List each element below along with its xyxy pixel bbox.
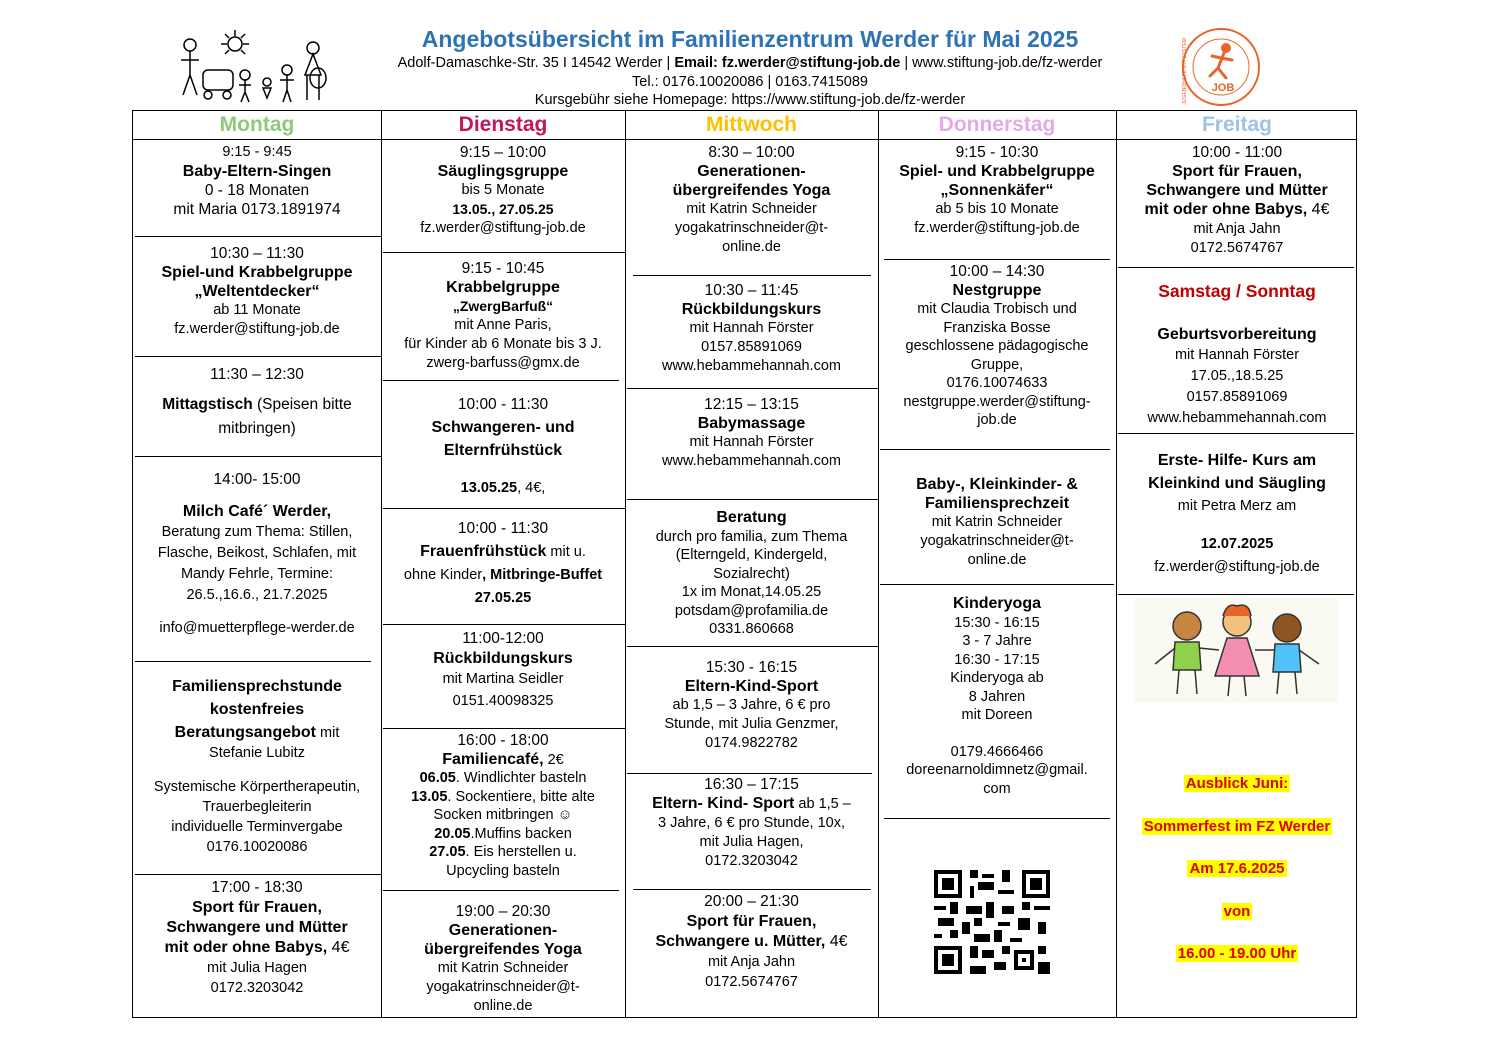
day-header-wednesday: Mittwoch: [706, 113, 797, 136]
friday-sport-women: 10:00 - 11:00 Sport für Frauen, Schwangere und Mütter mit oder ohne Babys, 4€ mit Anja Jahn 0172.5674767: [1144, 144, 1330, 256]
wednesday-parent-child-sport-2: 16:30 – 17:15 Eltern- Kind- Sport ab 1,5 – 3 Jahre, 6 € pro Stunde, 10x, mit Julia Hagen, 0172.3203042: [652, 776, 851, 869]
thursday-crawling-group: 9:15 - 10:30 Spiel- und Krabbelgruppe „Sonnenkäfer“ ab 5 bis 10 Monate fz.werder@stiftung-job.de: [899, 144, 1095, 236]
wednesday-postnatal-course: 10:30 – 11:45 Rückbildungskurs mit Hannah Förster 0157.85891069 www.hebammehannah.com: [662, 282, 841, 374]
phone-line: Tel.: 0176.10020086 | 0163.7415089: [632, 74, 868, 90]
weekend-heading: Samstag / Sonntag: [1158, 281, 1316, 301]
wednesday-parent-child-sport: 15:30 - 16:15 Eltern-Kind-Sport ab 1,5 – 3 Jahre, 6 € pro Stunde, mit Julia Genzmer, 0174.9822782: [664, 659, 839, 751]
address-text: Adolf-Damaschke-Str. 35 I 14542 Werder |: [397, 55, 675, 71]
day-header-monday: Montag: [219, 113, 295, 136]
tuesday-crawling-group: 9:15 - 10:45 Krabbelgruppe „ZwergBarfuß“ mit Anne Paris, für Kinder ab 6 Monate bis 3 J. zwerg-barfuss@gmx.de: [404, 260, 602, 371]
qr-code: [934, 870, 1050, 974]
logo-ring-text: JUGENDHILFE MIT SYSTEM: [1182, 38, 1188, 105]
fee-line: Kursgebühr siehe Homepage: https://www.stiftung-job.de/fz-werder: [534, 92, 966, 108]
monday-family-consultation: Familiensprechstunde kostenfreies Beratungsangebot mit Stefanie Lubitz Systemische Körpertherapeutin, Trauerbegleiterin individuelle Terminvergabe 0176.10020086: [153, 678, 361, 855]
wednesday-counseling: Beratung durch pro familia, zum Thema (Elterngeld, Kindergeld, Sozialrecht) 1x im Monat,14.05.25 potsdam@profamilia.de 0331.860668: [655, 509, 848, 637]
tuesday-parents-breakfast: 10:00 - 11:30 Schwangeren- und Elternfrühstück 13.05.25, 4€,: [431, 396, 575, 496]
monday-crawling-group: 10:30 – 11:30 Spiel-und Krabbelgruppe „Weltentdecker“ ab 11 Monate fz.werder@stiftung-job.de: [161, 245, 353, 337]
wednesday-sport-women: 20:00 – 21:30 Sport für Frauen, Schwangere u. Mütter, 4€ mit Anja Jahn 0172.5674767: [655, 893, 848, 990]
address-line: [0, 54, 1500, 72]
tuesday-family-cafe: 16:00 - 18:00 Familiencafé, 2€ 06.05. Windlichter basteln 13.05. Sockentiere, bitte alte Socken mitbringen ☺ 20.05.Muffins backen 27.05. Eis herstellen u. Upcycling basteln: [411, 732, 595, 879]
monday-baby-singing: 9:15 - 9:45 Baby-Eltern-Singen 0 - 18 Monaten mit Maria 0173.1891974: [173, 144, 341, 218]
tuesday-yoga: 19:00 – 20:30 Generationen- übergreifendes Yoga mit Katrin Schneider yogakatrinschneider@t- online.de: [424, 903, 582, 1014]
friday-first-aid: Erste- Hilfe- Kurs am Kleinkind und Säugling mit Petra Merz am 12.07.2025 fz.werder@stiftung-job.de: [1148, 452, 1326, 575]
wednesday-yoga: 8:30 – 10:00 Generationen- übergreifendes Yoga mit Katrin Schneider yogakatrinschneider@t- online.de: [672, 144, 831, 255]
thursday-nest-group: 10:00 – 14:30 Nestgruppe mit Claudia Trobisch und Franziska Bosse geschlossene pädagogische Gruppe, 0176.10074633 nestgruppe.werder@stiftung- job.de: [903, 263, 1091, 428]
tuesday-postnatal-course: 11:00-12:00 Rückbildungskurs mit Martina Seidler 0151.40098325: [433, 630, 573, 709]
children-illustration: [1135, 598, 1339, 703]
thursday-family-consultation: Baby-, Kleinkinder- & Familiensprechzeit mit Katrin Schneider yogakatrinschneider@t- online.de: [916, 476, 1078, 568]
schedule-table: [132, 110, 1357, 1018]
email-text: Email: fz.werder@stiftung-job.de: [674, 55, 901, 71]
tuesday-infant-group: 9:15 – 10:00 Säuglingsgruppe bis 5 Monate 13.05., 27.05.25 fz.werder@stiftung-job.de: [420, 144, 586, 236]
tuesday-women-breakfast: 10:00 - 11:30 Frauenfrühstück mit u. ohne Kinder, Mitbringe-Buffet 27.05.25: [403, 520, 603, 606]
june-outlook: Ausblick Juni: Sommerfest im FZ Werder Am 17.6.2025 von 16.00 - 19.00 Uhr: [1143, 775, 1331, 962]
thursday-kids-yoga: Kinderyoga 15:30 - 16:15 3 - 7 Jahre 16:30 - 17:15 Kinderyoga ab 8 Jahren mit Doreen 0179.4666466 doreenarnoldimnetz@gmail. com: [906, 595, 1088, 797]
logo-text: JOB: [1211, 82, 1235, 94]
page-title: Angebotsübersicht im Familienzentrum Werder für Mai 2025: [421, 26, 1079, 52]
website-text: | www.stiftung-job.de/fz-werder: [900, 55, 1103, 71]
monday-milk-cafe: 14:00- 15:00 Milch Café´ Werder, Beratung zum Thema: Stillen, Flasche, Beikost, Schlafen, mit Mandy Fehrle, Termine: 26.5.,16.6., 21.7.2025 info@muetterpflege-werder.de: [157, 471, 357, 636]
day-header-friday: Freitag: [1201, 113, 1272, 136]
monday-lunch: 11:30 – 12:30 Mittagstisch (Speisen bitte mitbringen): [162, 366, 352, 437]
monday-sport-women: 17:00 - 18:30 Sport für Frauen, Schwangere und Mütter mit oder ohne Babys, 4€ mit Julia Hagen 0172.3203042: [164, 879, 350, 996]
day-header-tuesday: Dienstag: [458, 113, 548, 136]
wednesday-baby-massage: 12:15 – 13:15 Babymassage mit Hannah Förster www.hebammehannah.com: [662, 396, 841, 469]
day-header-thursday: Donnerstag: [938, 113, 1056, 136]
friday-birth-preparation: Samstag / Sonntag Geburtsvorbereitung mit Hannah Förster 17.05.,18.5.25 0157.85891069 www.hebammehannah.com: [1116, 281, 1358, 429]
